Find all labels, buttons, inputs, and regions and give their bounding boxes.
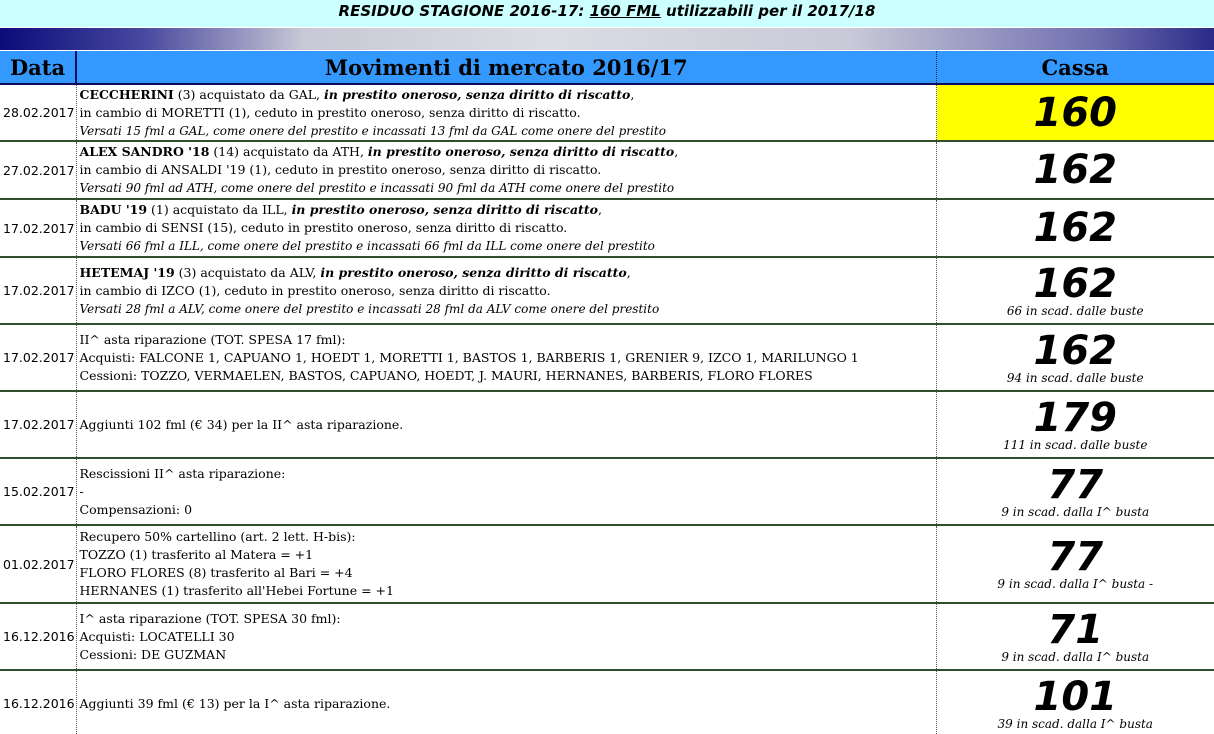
cassa-note: 94 in scad. dalle buste bbox=[1006, 370, 1144, 385]
cassa-note: 9 in scad. dalla I^ busta - bbox=[997, 577, 1154, 591]
row-date: 01.02.2017 bbox=[0, 525, 76, 603]
cassa-note: 111 in scad. dalle buste bbox=[1003, 437, 1148, 452]
table-row bbox=[0, 391, 1214, 458]
cassa-value: 162 bbox=[1033, 147, 1117, 193]
row-line: Rescissioni II^ asta riparazione: bbox=[79, 465, 286, 481]
row-date: 17.02.2017 bbox=[0, 324, 76, 391]
row-cassa bbox=[936, 257, 1214, 324]
row-cassa bbox=[936, 458, 1214, 525]
row-line: TOZZO (1) trasferito al Matera = +1 bbox=[79, 547, 314, 562]
banner-suffix: utilizzabili per il 2017/18 bbox=[660, 2, 876, 20]
cassa-value: 162 bbox=[1033, 260, 1117, 307]
table-row bbox=[0, 458, 1214, 525]
table-row bbox=[0, 603, 1214, 670]
row-note-line: Versati 15 fml a GAL, come onere del prestito e incassati 13 fml da GAL come onere del prestito bbox=[79, 123, 666, 138]
row-line: - bbox=[79, 483, 84, 499]
row-line: HERNANES (1) trasferito all'Hebei Fortune = +1 bbox=[79, 583, 394, 598]
row-date: 17.02.2017 bbox=[0, 257, 76, 324]
row-cassa bbox=[936, 84, 1214, 141]
player-name: HETEMAJ '19 bbox=[79, 264, 175, 280]
row-date: 15.02.2017 bbox=[0, 458, 76, 525]
header-data: Data bbox=[0, 51, 76, 84]
row-line: in cambio di IZCO (1), ceduto in prestito oneroso, senza diritto di riscatto. bbox=[79, 282, 551, 298]
row-line: FLORO FLORES (8) trasferito al Bari = +4 bbox=[79, 565, 353, 580]
row-line: Recupero 50% cartellino (art. 2 lett. H-bis): bbox=[79, 529, 356, 544]
row-line: in cambio di MORETTI (1), ceduto in prestito oneroso, senza diritto di riscatto. bbox=[79, 104, 581, 120]
row-line: Cessioni: TOZZO, VERMAELEN, BASTOS, CAPUANO, HOEDT, J. MAURI, HERNANES, BARBERIS, FLORO FLORES bbox=[79, 367, 813, 383]
row-description bbox=[76, 324, 936, 391]
cassa-value: 160 bbox=[1033, 89, 1117, 136]
cassa-value: 162 bbox=[1033, 327, 1117, 374]
row-note-line: Versati 66 fml a ILL, come onere del prestito e incassati 66 fml da ILL come onere del prestito bbox=[79, 239, 655, 253]
season-balance-banner bbox=[0, 0, 1214, 27]
row-description bbox=[76, 391, 936, 458]
row-line-end: , bbox=[674, 144, 679, 159]
cassa-note: 9 in scad. dalla I^ busta bbox=[1001, 504, 1150, 519]
table-row bbox=[0, 84, 1214, 141]
cassa-note: 9 in scad. dalla I^ busta bbox=[1001, 649, 1150, 664]
row-description bbox=[76, 257, 936, 324]
header-cassa: Cassa bbox=[936, 51, 1214, 84]
player-name: ALEX SANDRO '18 bbox=[79, 144, 210, 159]
table-row bbox=[0, 199, 1214, 257]
row-line-end: , bbox=[626, 264, 631, 280]
row-description bbox=[76, 603, 936, 670]
row-description bbox=[76, 525, 936, 603]
row-description bbox=[76, 458, 936, 525]
row-cassa bbox=[936, 603, 1214, 670]
row-cassa bbox=[936, 324, 1214, 391]
row-line: (3) acquistato da ALV, bbox=[174, 264, 321, 280]
row-date: 17.02.2017 bbox=[0, 199, 76, 257]
row-line: Acquisti: FALCONE 1, CAPUANO 1, HOEDT 1, MORETTI 1, BASTOS 1, BARBERIS 1, GRENIER 9, IZCO 1, MARILUNGO 1 bbox=[79, 349, 859, 365]
loan-terms: in prestito oneroso, senza diritto di riscatto bbox=[324, 86, 631, 102]
row-date: 16.12.2016 bbox=[0, 670, 76, 734]
table-row bbox=[0, 141, 1214, 199]
row-date: 27.02.2017 bbox=[0, 141, 76, 199]
cassa-value: 179 bbox=[1033, 394, 1117, 441]
cassa-note: 66 in scad. dalle buste bbox=[1006, 303, 1144, 318]
row-line-end: , bbox=[630, 86, 635, 102]
row-cassa bbox=[936, 391, 1214, 458]
table-row bbox=[0, 324, 1214, 391]
player-name: CECCHERINI bbox=[79, 86, 174, 102]
loan-terms: in prestito oneroso, senza diritto di riscatto bbox=[367, 144, 675, 159]
market-movements-table bbox=[0, 51, 1214, 734]
banner-prefix: RESIDUO STAGIONE 2016-17: bbox=[338, 2, 590, 20]
row-line: (14) acquistato da ATH, bbox=[209, 144, 368, 159]
row-description bbox=[76, 199, 936, 257]
cassa-value: 101 bbox=[1033, 673, 1117, 720]
row-line: Aggiunti 102 fml (€ 34) per la II^ asta riparazione. bbox=[79, 416, 404, 432]
row-date: 16.12.2016 bbox=[0, 603, 76, 670]
row-line: Aggiunti 39 fml (€ 13) per la I^ asta riparazione. bbox=[79, 695, 391, 711]
row-line: (3) acquistato da GAL, bbox=[173, 86, 324, 102]
row-line: Acquisti: LOCATELLI 30 bbox=[79, 628, 235, 644]
row-description bbox=[76, 670, 936, 734]
row-cassa bbox=[936, 141, 1214, 199]
loan-terms: in prestito oneroso, senza diritto di riscatto bbox=[320, 264, 627, 280]
row-date: 28.02.2017 bbox=[0, 84, 76, 141]
cassa-value: 71 bbox=[1047, 606, 1104, 653]
cassa-value: 77 bbox=[1047, 461, 1104, 508]
cassa-note: 39 in scad. dalla I^ busta bbox=[997, 716, 1153, 731]
table-header-row bbox=[0, 51, 1214, 84]
row-line-end: , bbox=[597, 202, 602, 217]
header-movimenti: Movimenti di mercato 2016/17 bbox=[76, 51, 936, 84]
row-cassa bbox=[936, 199, 1214, 257]
loan-terms: in prestito oneroso, senza diritto di riscatto bbox=[291, 202, 598, 217]
row-line: Cessioni: DE GUZMAN bbox=[79, 646, 227, 662]
row-note-line: Versati 90 fml ad ATH, come onere del prestito e incassati 90 fml da ATH come onere del prestito bbox=[79, 181, 675, 195]
table-row bbox=[0, 525, 1214, 603]
table-row bbox=[0, 257, 1214, 324]
row-cassa bbox=[936, 670, 1214, 734]
banner-amount: 160 FML bbox=[589, 2, 661, 20]
cassa-value: 162 bbox=[1033, 205, 1117, 251]
row-line: I^ asta riparazione (TOT. SPESA 30 fml): bbox=[79, 610, 341, 626]
row-description bbox=[76, 84, 936, 141]
cassa-value: 77 bbox=[1047, 534, 1104, 580]
row-line: Compensazioni: 0 bbox=[79, 501, 193, 517]
row-line: in cambio di SENSI (15), ceduto in prestito oneroso, senza diritto di riscatto. bbox=[79, 220, 568, 235]
row-line: in cambio di ANSALDI '19 (1), ceduto in prestito oneroso, senza diritto di riscatto. bbox=[79, 162, 602, 177]
row-line: (1) acquistato da ILL, bbox=[147, 202, 292, 217]
decorative-gradient-bar bbox=[0, 28, 1214, 50]
player-name: BADU '19 bbox=[79, 202, 148, 217]
row-line: II^ asta riparazione (TOT. SPESA 17 fml): bbox=[79, 331, 346, 347]
row-date: 17.02.2017 bbox=[0, 391, 76, 458]
row-cassa bbox=[936, 525, 1214, 603]
table-row bbox=[0, 670, 1214, 734]
row-description bbox=[76, 141, 936, 199]
row-note-line: Versati 28 fml a ALV, come onere del prestito e incassati 28 fml da ALV come onere del prestito bbox=[79, 301, 660, 316]
